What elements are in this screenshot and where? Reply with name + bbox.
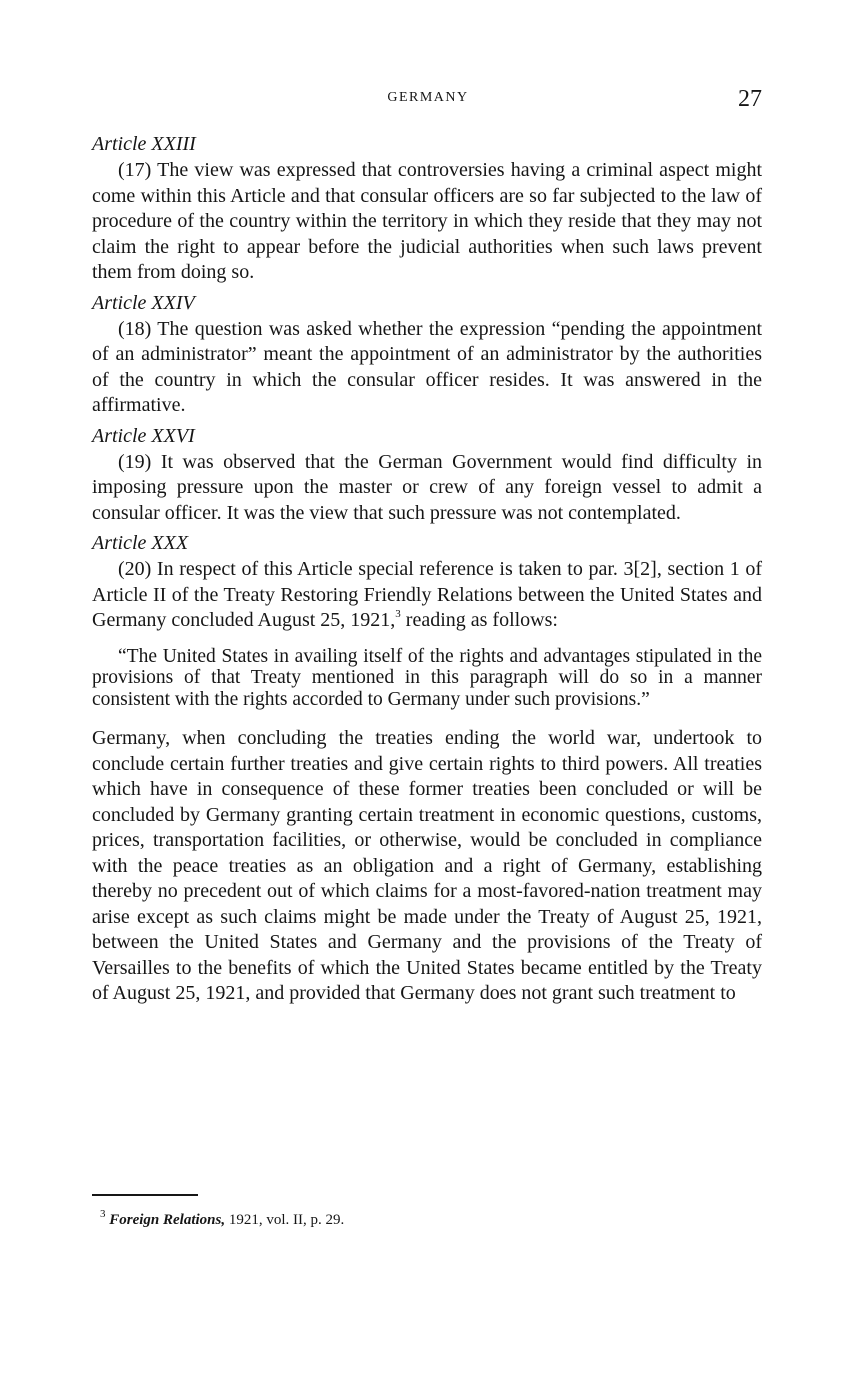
paragraph: Germany, when concluding the treaties ending the world war, undertook to conclude certain further treaties and give certain rights to third powers. All treaties which have in consequence of these former treaties been concluded or will be concluded by Germany granting certain treatment in economic questions, customs, prices, transportation facilities, or otherwise, would be concluded in compliance with the peace treaties as an obligation and a right of Germany, establishing thereby no precedent out of which claims for a most-favored-nation treatment may arise except as such claims might be made under the Treaty of August 25, 1921, between the United States and Germany and the provisions of the Treaty of Versailles to the benefits of which the United States became entitled by the Treaty of August 25, 1921, and provided that Germany does not grant such treatment to (92, 727, 762, 1004)
paragraph: (18) The question was asked whether the expression “pending the appointment of an administrator” meant the appointment of an administrator by the authorities of the country in which the consular officer resides. It was answered in the affirmative. (92, 317, 762, 416)
footnote-marker: 3 (100, 1208, 106, 1220)
paragraph-text: reading as follows: (400, 609, 558, 631)
page-number: 27 (738, 86, 762, 112)
footnote-reference: 3 (395, 608, 401, 621)
page-body (92, 133, 762, 1007)
footnote-citation: 1921, vol. II, p. 29. (225, 1212, 345, 1228)
block-quote: “The United States in availing itself of the rights and advantages stipulated in the provisions of that Treaty mentioned in this paragraph will do so in a manner consistent with the rights accorded to Germany under such provisions.” (92, 645, 762, 710)
paragraph-text: (20) In respect of this Article special reference is taken to par. 3[2], section 1 of Article II of the Treaty Restoring Friendly Relations between the United States and Germany concluded August 25, 1921, (92, 558, 762, 631)
paragraph: (19) It was observed that the German Government would find difficulty in imposing pressure upon the master or crew of any foreign vessel to admit a consular officer. It was the view that such pressure was not contemplated. (92, 450, 762, 524)
paragraph: (17) The view was expressed that controversies having a criminal aspect might come within this Article and that consular officers are so far subjected to the law of procedure of the country within the territory in which they reside that they may not claim the right to appear before the judicial authorities when such laws prevent them from doing so. (92, 159, 762, 283)
footnote-divider (92, 1194, 198, 1196)
footnote-source: Foreign Relations, (109, 1212, 226, 1228)
footnote (100, 1208, 345, 1229)
article-heading: Article XXIII (92, 133, 196, 155)
article-heading: Article XXVI (92, 424, 195, 447)
running-title: GERMANY (387, 90, 469, 105)
article-heading: Article XXX (92, 532, 189, 554)
paragraph (92, 557, 762, 634)
article-heading: Article XXIV (92, 291, 195, 314)
